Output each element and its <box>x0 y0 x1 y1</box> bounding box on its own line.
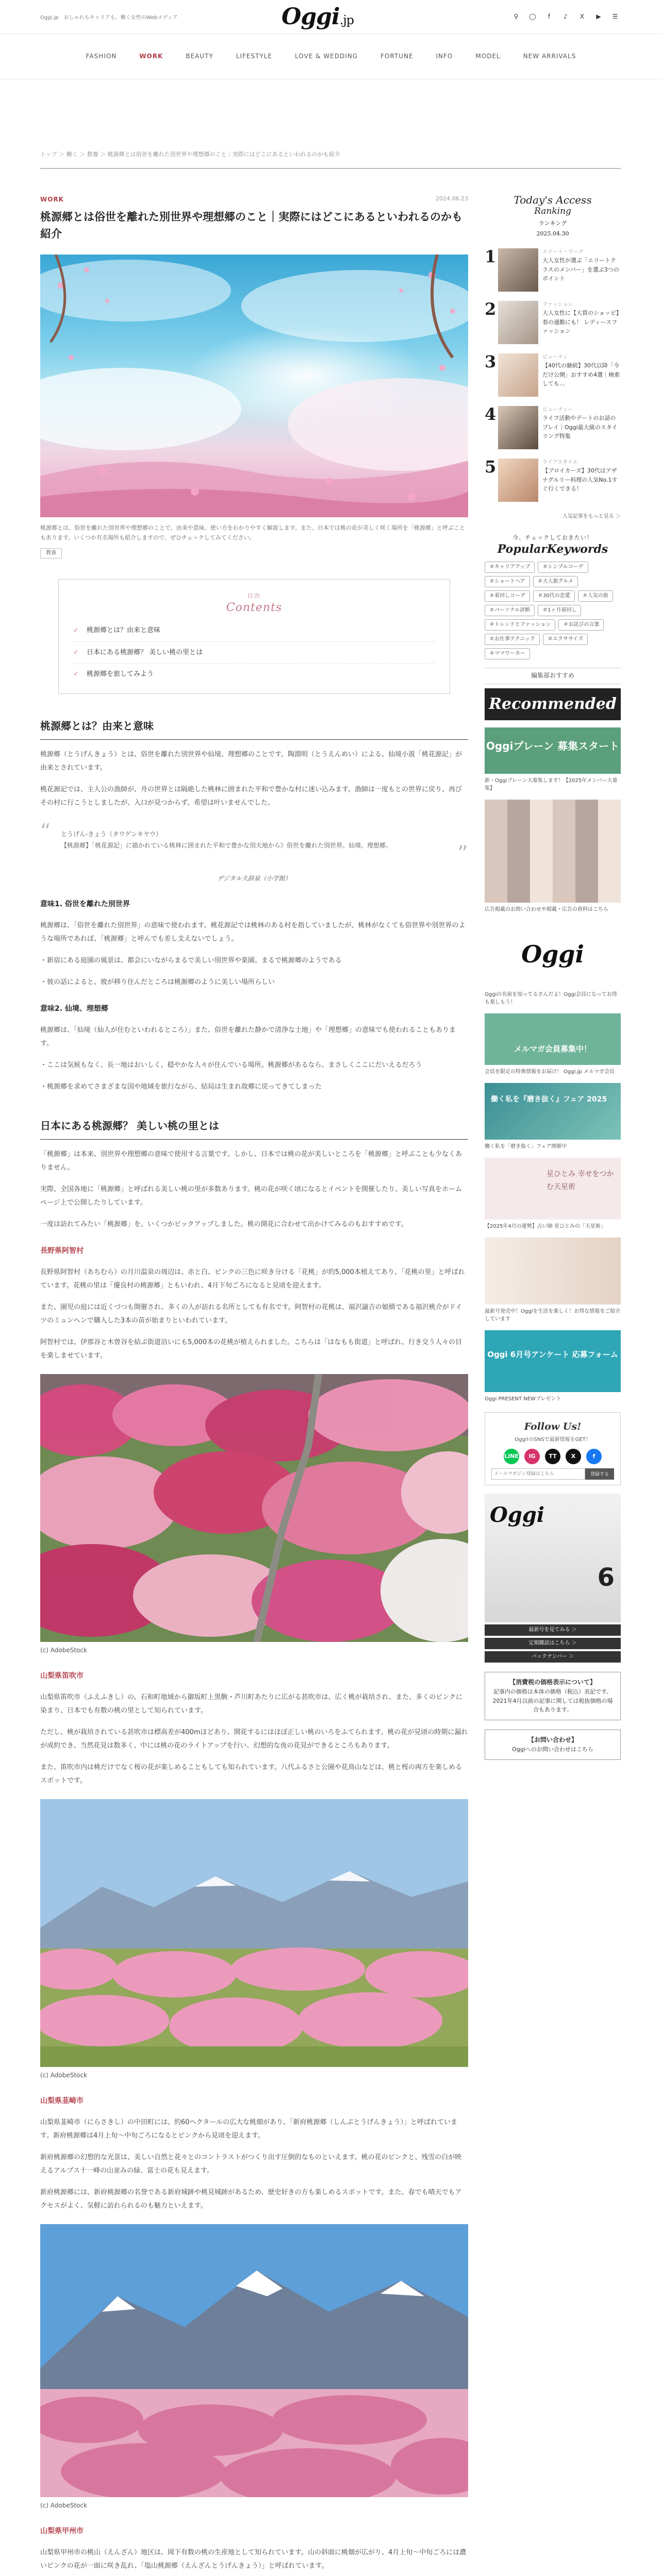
banner-mailmag[interactable] <box>485 1013 621 1065</box>
mail-input[interactable] <box>491 1468 585 1480</box>
youtube-icon[interactable]: ▶ <box>596 13 601 21</box>
rank-thumbnail <box>498 301 538 344</box>
rank-number: 1 <box>485 246 496 266</box>
paragraph: 実際、全国各地に「桃源郷」と呼ばれる美しい桃の里が多数あります。桃の花が咲く頃になるとイベントを開催したり、美しい写真をホームページ上で公開したりしています。 <box>40 1185 462 1207</box>
nav-lifestyle[interactable]: LIFESTYLE <box>236 52 273 60</box>
mail-submit-button[interactable]: 登録する <box>585 1468 614 1480</box>
x-icon[interactable]: X <box>566 1449 581 1464</box>
line-icon[interactable]: LINE <box>504 1449 519 1464</box>
article-category[interactable]: WORK <box>40 196 64 203</box>
hero-illustration <box>40 255 468 517</box>
article-date: 2024.06.23 <box>436 195 468 202</box>
quote-body: 【桃源郷】「桃花源記」に描かれている桃林に囲まれた平和で豊かな別天地から》俗世を離れた別世界。仙境。理想郷。 <box>61 842 392 850</box>
contact-notice[interactable] <box>485 1730 621 1760</box>
tiktok-icon[interactable]: ♪ <box>564 13 568 21</box>
paragraph: 一度は訪れてみたい「桃源郷」を、いくつかピックアップしました。桃の開花に合わせて出かけてみるのもおすすめです。 <box>40 1221 408 1229</box>
ranking-item[interactable] <box>485 353 621 397</box>
ranking-item[interactable] <box>485 456 621 502</box>
example: ・桃源郷を求めてさまざまな国や地域を旅行ながら、結局は生まれ故郷に戻ってきてしまった <box>40 1083 322 1091</box>
toc-item-label: 日本にある桃源郷？ 美しい桃の里とは <box>87 648 203 656</box>
nav-info[interactable]: INFO <box>436 52 453 60</box>
keyword-chip[interactable]: ＃お詫びの言葉 <box>558 619 604 631</box>
banner-title: メルマガ会員募集中！ <box>514 1044 591 1054</box>
tiktok-icon[interactable]: TT <box>545 1449 560 1464</box>
magazine-cover[interactable] <box>485 1494 621 1622</box>
site-header <box>0 0 662 34</box>
keyword-list <box>485 562 621 659</box>
paragraph: 阿智村では、伊那谷と木曽谷を結ぶ街道沿いにも5,000本の花桃が植えられました。こちらは「はなもも街道」と呼ばれ、行き交う人々の目を楽しませています。 <box>40 1338 462 1360</box>
instagram-icon[interactable]: ◯ <box>529 13 536 21</box>
keyword-chip[interactable]: ＃パーソナル診断 <box>485 605 535 616</box>
follow-subtitle: Oggi!のSNSで最新情報をGET！ <box>515 1436 591 1443</box>
keyword-chip[interactable]: ＃1ヶ月着回し <box>538 605 581 616</box>
instagram-icon[interactable]: IG <box>524 1449 540 1464</box>
check-icon: ✓ <box>73 648 79 656</box>
photo-credit: (c) AdobeStock <box>40 1647 87 1654</box>
hero-caption: 桃源郷とは、俗世を離れた別世界や理想郷のことで、由来や意味、使い方をわかりやすく解説します。また、日本では桃の花が美しく咲く場所を「桃源郷」と呼ぶこともあります。いくつか有名場所も紹介しますので、ぜひチェックしてみてください。 <box>40 524 465 541</box>
check-icon: ✓ <box>73 670 79 679</box>
place-heading: 山梨県甲州市 <box>40 2527 84 2535</box>
menu-icon[interactable]: ☰ <box>612 13 618 21</box>
global-nav <box>0 34 662 79</box>
nav-fortune[interactable]: FORTUNE <box>380 52 413 60</box>
paragraph: また、園児の庭には近くづつも開催され、多くの人が訪れる名所としても有名です。阿智村の花桃は、福沢諭吉の娘婿である福沢桃介がドイツのミュンヘンで購入した3本の苗が始まりといわれています。 <box>40 1303 462 1325</box>
logo-text: Oggi <box>282 4 340 30</box>
paragraph: 山梨県甲州市の桃山（えんざん）地区は、岡下有数の桃の生産地として知られています。山の斜面に桃畑が広がり、4月上旬〜中旬ごろには濃いピンクの花が一面に咲き乱れ、「塩山桃源郷（えんざんとうげんきょう）」と呼ばれています。 <box>40 2548 467 2570</box>
rank-category: エリート・ワーク <box>542 249 584 255</box>
quote-open-icon: “ <box>40 819 51 843</box>
x-icon[interactable]: X <box>580 13 585 21</box>
site-logo[interactable] <box>282 3 354 34</box>
rank-title: ライフ活動やデートのお話のプレイ｜Oggi最大級のスタイリング特集 <box>542 415 618 439</box>
site-tagline: Oggi.jp おしゃれもキャリアも。働く女性のWebメディア <box>40 15 178 21</box>
keyword-chip[interactable]: ＃トレンドとファッション <box>485 619 555 631</box>
breadcrumb[interactable]: トップ ＞ 働く ＞ 教養 ＞ 桃源郷とは俗世を離れた別世界や理想郷のこと｜実際にはどこにあるといわれるのかも紹介 <box>40 151 340 158</box>
popular-subtitle: 今、チェックしておきたい！ <box>512 534 593 541</box>
rank-category: ビューティー <box>542 406 573 413</box>
photo-credit: (c) AdobeStock <box>40 2072 87 2079</box>
paragraph: 桃源郷（とうげんきょう）とは、俗世を離れた別世界や仙境、理想郷のことです。陶淵明（とうえんめい）による、仙境小説「桃花源記」が由来とされています。 <box>40 750 462 772</box>
flower-field-image <box>40 1374 468 1642</box>
banner-caption[interactable]: 働く私を「磨き抜く」フェア開催中 <box>485 1143 567 1149</box>
banner-caption[interactable]: Oggi PRESENT NEWプレゼント <box>485 1396 561 1402</box>
nav-love-wedding[interactable]: LOVE & WEDDING <box>295 52 358 60</box>
banner-caption[interactable]: 新・Oggiプレーン大募集します！【2025年メンバー大募集】 <box>485 777 618 791</box>
sidebar <box>485 194 621 1760</box>
banner-oggi-plain[interactable] <box>485 727 621 774</box>
keyword-chip[interactable]: ＃エクササイズ <box>543 634 588 645</box>
magazine-backnumber-button[interactable]: バックナンバー ＞ <box>485 1651 621 1663</box>
ranking-label: ランキング <box>538 220 567 227</box>
facebook-icon[interactable]: f <box>548 13 551 21</box>
header-icons <box>510 11 621 23</box>
banner-survey[interactable] <box>485 1330 621 1392</box>
rank-title: 【ブロイカーズ】30代はアザナグルリー料理の人気No.1すぐ行くできる！ <box>542 467 618 492</box>
rank-number: 5 <box>485 456 496 477</box>
nav-model[interactable]: MODEL <box>475 52 501 60</box>
table-of-contents <box>58 579 450 693</box>
banner-caption[interactable]: 会員を限定の特典情報をお届け！ Oggi.jp メルマガ会員 <box>485 1069 615 1075</box>
toc-title: Contents <box>226 601 283 615</box>
rank-category: ライフスタイル <box>542 459 578 465</box>
keyword-chip[interactable]: ＃ショートヘア <box>485 576 530 587</box>
toc-item[interactable] <box>73 664 435 685</box>
rank-thumbnail <box>498 406 538 449</box>
rank-number: 3 <box>485 351 496 371</box>
recommended-bar: 編集部おすすめ <box>485 668 621 684</box>
paragraph: また、笛吹市内は桃だけでなく桜の花が楽しめることもしても知られています。八代ふるさと公園や花鳥山などは、桃と桜の両方を楽しめるスポットです。 <box>40 1764 462 1785</box>
recommended-title: Recommended <box>485 688 621 720</box>
rank-number: 4 <box>485 404 496 424</box>
place-heading: 山梨県韮崎市 <box>40 2096 84 2105</box>
keyword-chip[interactable]: ＃30代の恋愛 <box>533 590 575 602</box>
ranking-more-link[interactable]: 人気記事をもっと見る ＞ <box>562 513 621 519</box>
search-icon[interactable]: ⚲ <box>514 13 519 21</box>
keyword-chip[interactable]: ＃お仕事テクニック <box>485 634 540 645</box>
paragraph: ただし、桃が栽培されている甚吹市は標高差が400mほどあり、開花するにはほぼ正しい桃のいろをふてられます。桃の花が見頃の時期に漏れが成約でき、当然花見は数多く、中には桃の花のライトアップを行い、幻想的な夜の花見ができるところもあります。 <box>40 1728 468 1750</box>
rank-category: ビューティ <box>542 354 568 360</box>
toc-item-label: 桃源郷を旅してみよう <box>87 670 154 679</box>
banner-caption[interactable]: Oggiの名前を知ってるさんだよ！Oggi会員になってお得も楽しもう！ <box>485 991 617 1005</box>
magazine-subscribe-button[interactable]: 定期購読はこちら ＞ <box>485 1638 621 1649</box>
banner-oggi-logo[interactable] <box>485 921 621 988</box>
ranking-heading <box>485 194 621 239</box>
paragraph: 「桃源郷」は本来、別世界や理想郷の意味で使用する言葉です。しかし、日本では桃の花が美しいところを「桃源郷」と呼ぶことも少なくありません。 <box>40 1150 462 1172</box>
paragraph: 山梨県韮崎市（にらさきし）の中田町には、約60ヘクタールの広大な桃畑があり、「新府桃源郷（しんぷとうげんきょう）」と呼ばれています。新府桃源郷は4月上旬〜中旬ごろになるとピンクから見頃を迎えます。 <box>40 2118 458 2140</box>
nav-beauty[interactable]: BEAUTY <box>186 52 213 60</box>
photo-nirasaki <box>40 2224 468 2497</box>
tag-chip[interactable]: 教養 <box>40 548 62 558</box>
photo-achi <box>40 1374 468 1642</box>
popular-keywords-heading <box>485 533 621 555</box>
notice-body: 記事内の価格は本体の価格（税込）表記です。2021年4月以前の記事に関しては税抜価格の場合もあります。 <box>492 1688 613 1714</box>
orchard-mountain-image <box>40 1799 468 2067</box>
place-heading: 山梨県笛吹市 <box>40 1671 84 1680</box>
keyword-chip[interactable]: ＃ママワーカー <box>485 648 530 659</box>
tax-notice <box>485 1672 621 1720</box>
article-title: 桃源郷とは俗世を離れた別世界や理想郷のこと｜実際にはどこにあるといわれるのかも紹介 <box>40 211 462 240</box>
banner-caption[interactable]: 最新号発売中！Oggiを生活を楽しく！お得な情報をご紹介しています <box>485 1308 621 1322</box>
rank-title: 大人女性に【大買のショッピ】春の通勤にも！ レディースファッション <box>542 310 619 334</box>
place-heading: 長野県阿智村 <box>40 1247 84 1256</box>
keyword-chip[interactable]: ＃着回しコーデ <box>485 590 530 602</box>
keyword-chip[interactable]: ＃大人旅グルメ <box>533 576 578 587</box>
peach-blossom-mountain-image <box>40 2224 468 2497</box>
banner-title: Oggi <box>521 940 584 968</box>
follow-us <box>485 1412 621 1485</box>
banner-title: 星ひとみ 幸せをつかむ天星術 <box>547 1170 614 1191</box>
logo-suffix: .jp <box>339 13 354 27</box>
keyword-chip[interactable]: ＃キャリアアップ <box>485 562 535 573</box>
ranking-title-1: Today's Access <box>514 194 592 206</box>
keyword-chip[interactable]: ＃人気の旅 <box>578 590 613 602</box>
magazine-latest-button[interactable]: 最新号を見てみる ＞ <box>485 1624 621 1636</box>
notice-body: Oggiへのお問い合わせはこちら <box>512 1745 593 1753</box>
banner-title: 働く私を『磨き抜く』フェア 2025 <box>491 1095 607 1104</box>
toc-item[interactable] <box>73 620 435 641</box>
paragraph: 桃花源記では、主人公の漁師が、舟の世界とは隔絶した桃林に囲まれた平和で豊かな村に迷い込みます。漁師は一度もとの世界に戻り、再びその村に行こうとしましたが、入口が見つからず、希望は叶いませんでした。 <box>40 785 462 807</box>
ranking-item[interactable] <box>485 406 621 449</box>
example: ・新宿にある庭園の風景は、都会にいながらまるで美しい別世界や楽園。まるで桃源郷のようである <box>40 956 342 964</box>
paragraph: 新府桃源郷には、新府桃源郷の名誉である新府城跡や桃見城跡があるため、歴史好きの方も楽しめるスポットです。また、春でも晴天でもアクセスがよく、気軽に訪れられるのも魅力といえます。 <box>40 2188 462 2210</box>
rank-number: 2 <box>485 299 496 319</box>
ranking-item[interactable] <box>485 301 621 344</box>
toc-label: 目次 <box>247 592 261 600</box>
nav-fashion[interactable]: FASHION <box>86 52 117 60</box>
hero-image <box>40 255 468 517</box>
dictionary-quote <box>40 819 468 866</box>
rank-thumbnail <box>498 248 538 292</box>
quote-source: デジタル大辞泉（小学館） <box>217 875 291 883</box>
magazine-month: 6 <box>597 1563 615 1592</box>
rank-title: 大人女性が選ぶ「エリートクラスのメンバー」を選ぶ3つのポイント <box>542 257 619 282</box>
section-heading: 日本にある桃源郷？ 美しい桃の里とは <box>40 1116 468 1140</box>
paragraph: 桃源郷は、「仙境（仙人が住むといわれるところ）」また、俗世を離れた静かで清浄な土地」や「理想郷」の意味でも使われることもあります。 <box>40 1026 456 1048</box>
paragraph: 山梨県笛吹市（ふえふきし）の、石和町地域から御坂町上黒駒・芦川町あたりに広がる甚吹市は、広く桃が栽培され、また、多くのピンクに染まり、日本でも有数の桃の里として知られています。 <box>40 1693 463 1715</box>
divider <box>40 168 621 169</box>
paragraph: 桃源郷は、「俗世を離れた別世界」の意味で使われます。桃花源記では桃林のある村を指していましたが、桃林がなくても俗世界や別世界のような場所であれば、「桃源郷」と呼んでも差し支えないでしょう。 <box>40 921 466 943</box>
rank-thumbnail <box>498 459 538 502</box>
toc-heading <box>73 591 435 615</box>
meaning-heading: 意味2. 仙境、理想郷 <box>40 1004 108 1013</box>
ranking-item[interactable] <box>485 248 621 292</box>
quote-head: とうげん-きょう（タウゲンキヤウ） <box>61 830 162 838</box>
photo-credit: (c) AdobeStock <box>40 2501 87 2509</box>
banner-caption[interactable]: 【2025年4月の運勢】占い師 星ひとみの「天星術」 <box>485 1223 606 1229</box>
keyword-chip[interactable]: ＃シンプルコーデ <box>538 562 588 573</box>
meaning-heading: 意味1. 俗世を離れた別世界 <box>40 900 130 908</box>
rank-title: 【40代の継続】30代以降「今だけ公開」おすすめ4選｜検索しても… <box>542 362 620 387</box>
rank-category: ファッション <box>542 301 573 308</box>
toc-item[interactable] <box>73 642 435 664</box>
toc-item-label: 桃源郷とは？由来と意味 <box>87 626 161 635</box>
follow-title: Follow Us! <box>524 1420 582 1432</box>
banner-title: Oggiプレーン 募集スタート <box>486 739 620 752</box>
paragraph: 新府桃源郷の幻想的な光景は、美しい自然と花々とのコントラストがつくり出す圧倒的なものといえます。桃の花のピンクと、残雪の白が映えるアルプス十一峰の山並みの緑、富士の花も見えます。 <box>40 2153 462 2175</box>
section-heading: 桃源郷とは？由来と意味 <box>40 717 468 740</box>
facebook-icon[interactable]: f <box>586 1449 602 1464</box>
article <box>40 194 468 2576</box>
example: ・彼の話によると、彼が移り住んだところは桃源郷のように美しい場所らしい <box>40 978 275 986</box>
check-icon: ✓ <box>73 626 79 635</box>
banner-collage[interactable] <box>485 800 621 903</box>
ranking-date: 2025.04.30 <box>536 230 569 238</box>
banner-fair[interactable] <box>485 1083 621 1140</box>
ranking-title-2: Ranking <box>534 206 571 216</box>
notice-title: 【お問い合わせ】 <box>527 1736 577 1743</box>
banner-caption[interactable]: 広告掲載のお問い合わせや掲載・広告の資料はこちら <box>485 906 608 912</box>
rank-thumbnail <box>498 353 538 397</box>
notice-title: 【消費税の価格表示について】 <box>509 1678 596 1686</box>
popular-title: PopularKeywords <box>497 542 608 556</box>
paragraph: 長野県阿智村（あちむら）の月川温泉の周辺は、赤と白、ピンクの三色に咲き分ける「花桃」が約5,000本植えてあり、「花桃の里」と呼ばれています。花桃の里は「優良村の桃源郷」ともいわれ、4月下旬ごろになると見頃を迎えます。 <box>40 1268 465 1290</box>
banner-title: Oggi 6月号アンケート 応募フォーム <box>487 1349 618 1359</box>
example: ・ここは気候もなく、長一地はおいしく、穏やかな人々が住んでいる場所。桃源郷があるなら、まさしくここにだいえるだろう <box>40 1061 422 1070</box>
photo-fuefuki <box>40 1799 468 2067</box>
banner-portrait[interactable] <box>485 1238 621 1304</box>
nav-new-arrivals[interactable]: NEW ARRIVALS <box>523 52 576 60</box>
nav-work[interactable]: WORK <box>139 52 163 60</box>
magazine-logo: Oggi <box>490 1502 544 1527</box>
banner-horoscope[interactable] <box>485 1158 621 1219</box>
quote-close-icon: ” <box>457 842 468 866</box>
